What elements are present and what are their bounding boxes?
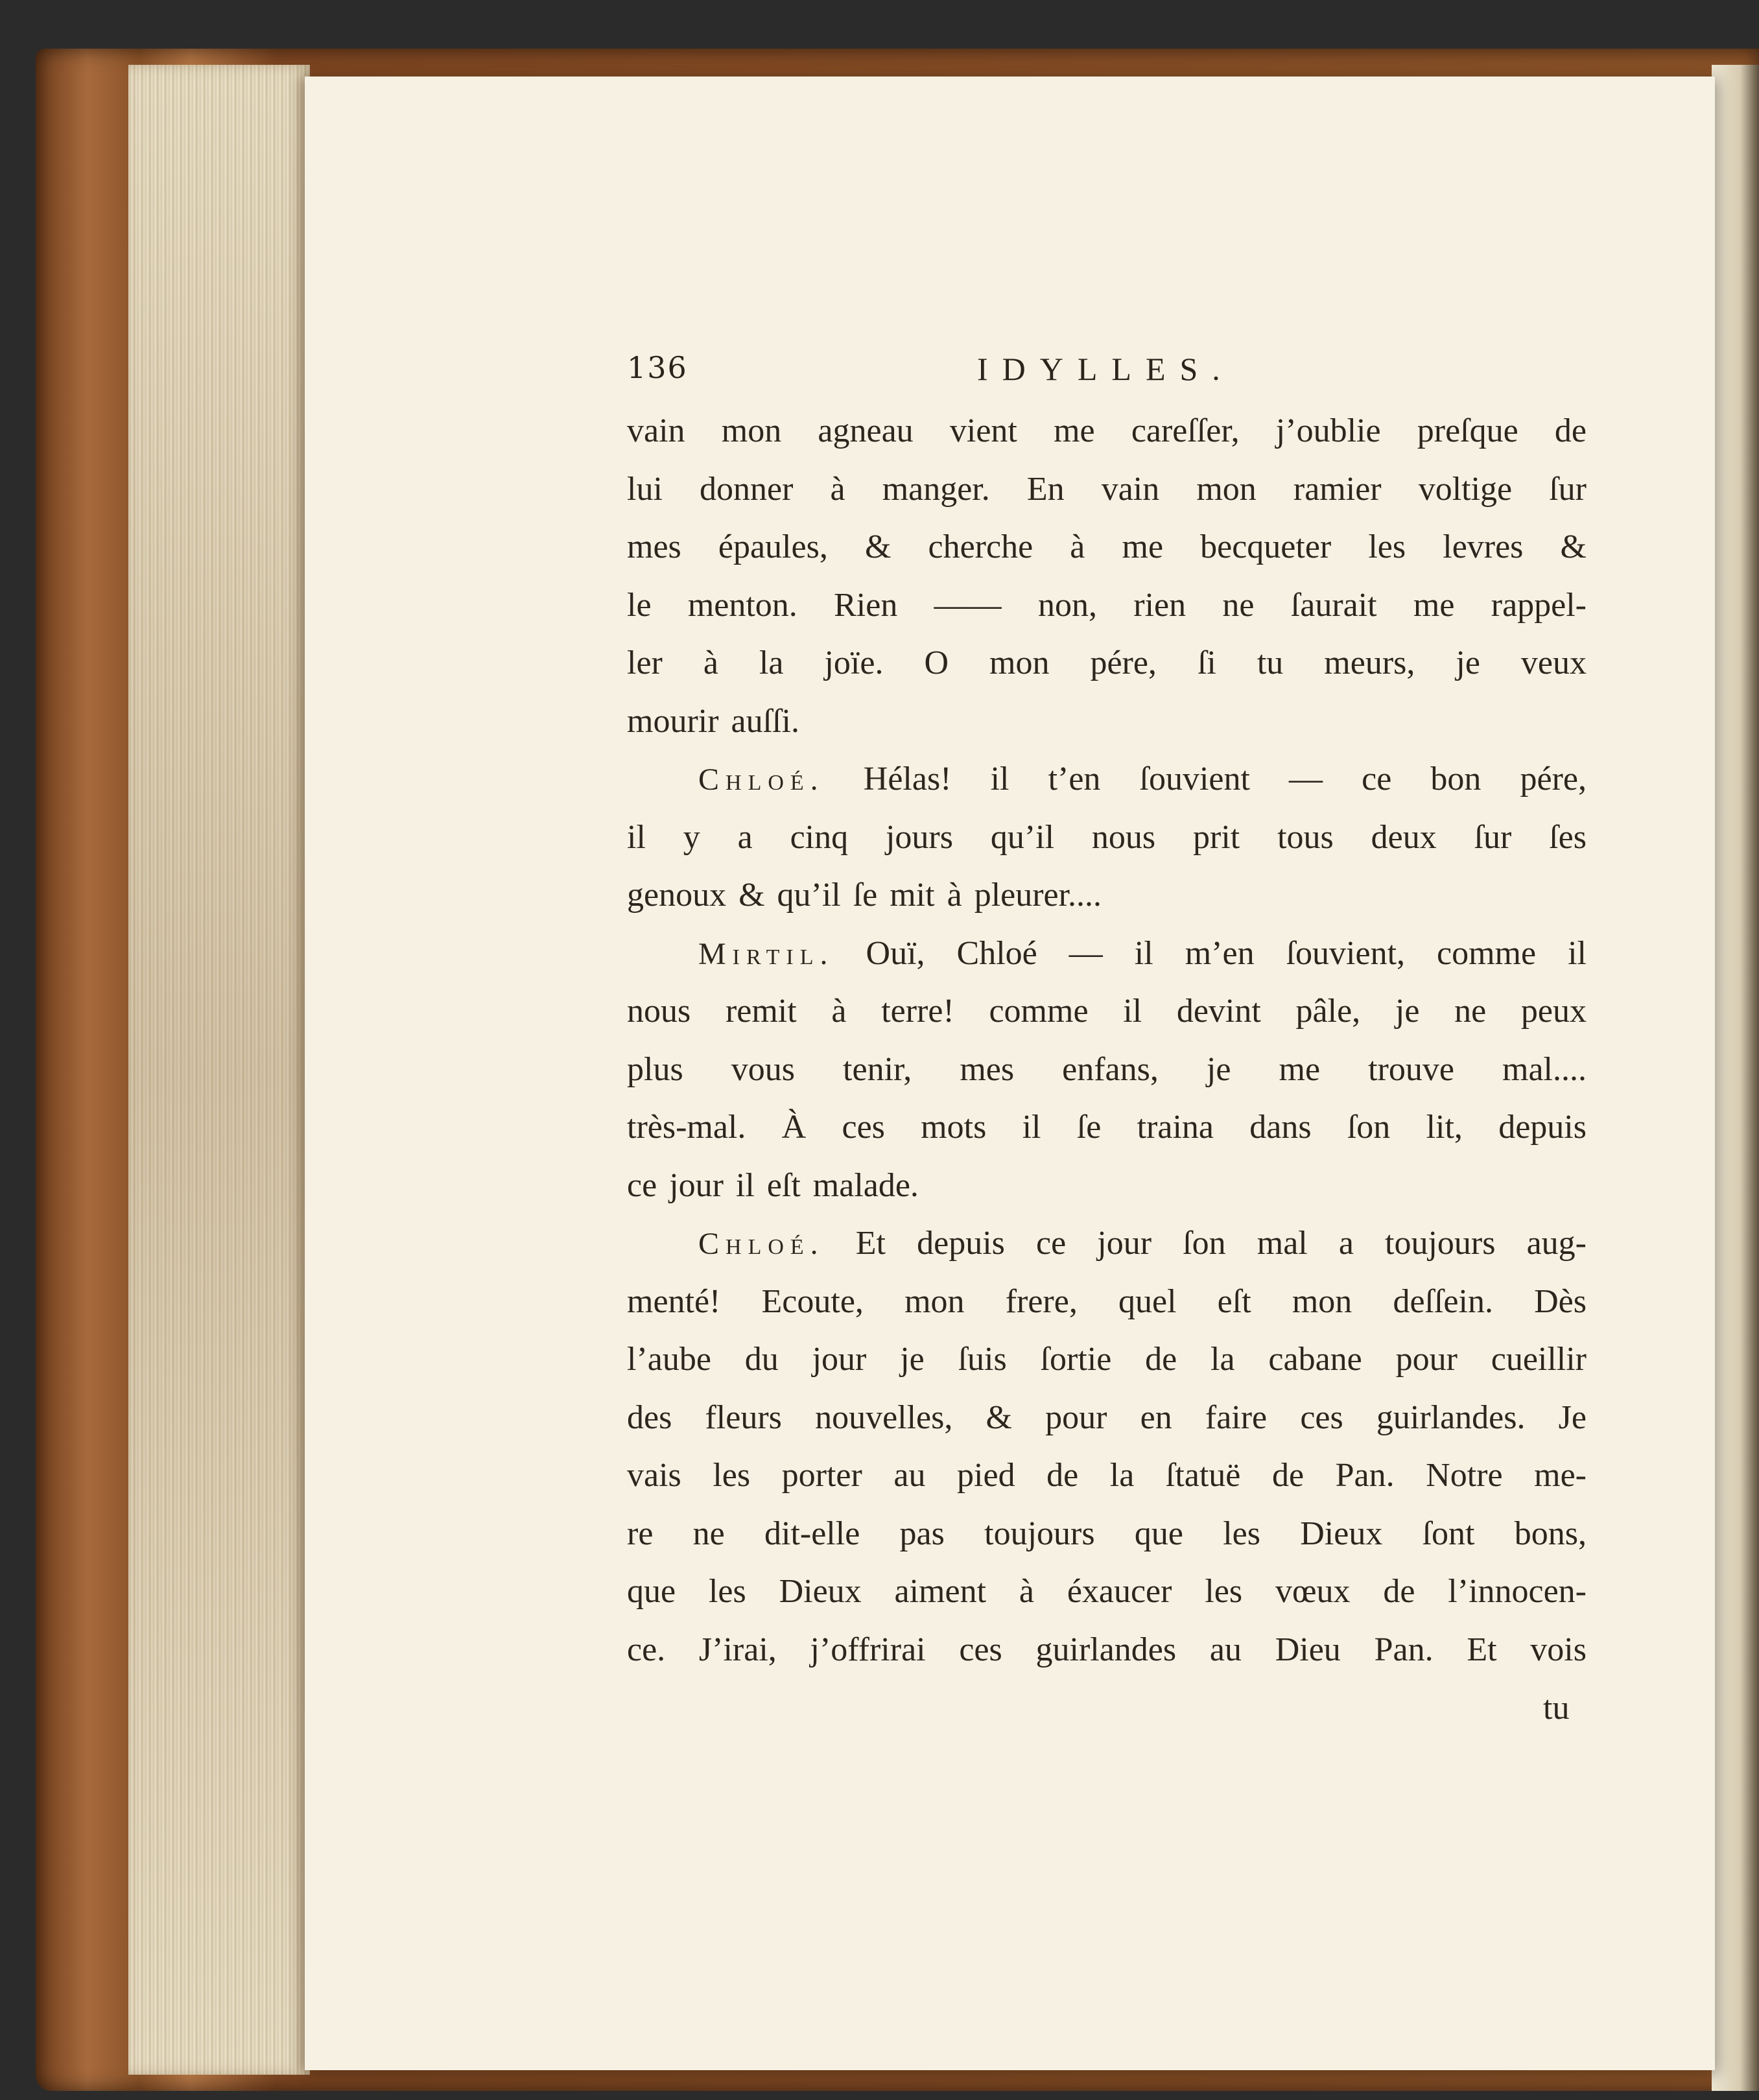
line-text: genoux & qu’il ſe mit à pleurer....	[627, 877, 1102, 914]
text-line	[627, 808, 1587, 867]
speaker-name: Chloé.	[698, 762, 825, 797]
running-head	[627, 350, 1587, 402]
text-line	[627, 634, 1587, 692]
line-text: ce jour il eſt malade.	[627, 1166, 919, 1204]
text-line	[627, 576, 1587, 635]
line-text: le menton. Rien —— non, rien ne ſaurait me rappel-	[627, 586, 1587, 624]
line-text: nous remit à terre! comme il devint pâle, je ne peux	[627, 993, 1587, 1030]
speaker-name: Mirtil.	[698, 936, 834, 971]
line-text: très-mal. À ces mots il ſe traina dans ſon lit, depuis	[627, 1109, 1587, 1146]
line-text: vais les porter au pied de la ſtatuë de Pan. Notre me-	[627, 1457, 1587, 1494]
text-line	[627, 518, 1587, 576]
text-line	[627, 1389, 1587, 1447]
line-text: ler à la joïe. O mon pére, ſi tu meurs, je veux	[627, 644, 1587, 681]
text-line	[627, 1157, 1587, 1215]
text-line	[627, 1330, 1587, 1389]
text-line	[627, 1041, 1587, 1099]
page-number: 136	[627, 350, 688, 385]
line-text: Ouï, Chloé — il m’en ſouvient, comme il	[866, 934, 1587, 972]
page-block-edge	[128, 65, 310, 2075]
text-line	[627, 750, 1587, 808]
line-text: vain mon agneau vient me careſſer, j’oublie preſque de	[627, 412, 1587, 449]
text-line	[627, 460, 1587, 519]
line-text: ce. J’irai, j’offrirai ces guirlandes au Dieu Pan. Et vois	[627, 1631, 1587, 1668]
line-text: l’aube du jour je ſuis ſortie de la cabane pour cueillir	[627, 1341, 1587, 1378]
line-text: mourir auſſi.	[627, 702, 799, 740]
text-line	[627, 1621, 1587, 1679]
text-line	[627, 1505, 1587, 1563]
line-text: Et depuis ce jour ſon mal a toujours aug-	[855, 1225, 1587, 1262]
text-line	[627, 1446, 1587, 1505]
running-title: IDYLLES.	[977, 351, 1234, 387]
line-text: Hélas! il t’en ſouvient — ce bon pére,	[863, 761, 1587, 797]
line-text: plus vous tenir, mes enfans, je me trouve mal....	[627, 1050, 1587, 1088]
text-line	[627, 925, 1587, 983]
text-line	[627, 402, 1587, 460]
line-text: des fleurs nouvelles, & pour en faire ces guirlandes. Je	[627, 1398, 1587, 1436]
text-line	[627, 866, 1587, 925]
text-line	[627, 982, 1587, 1041]
line-text: lui donner à manger. En vain mon ramier voltige ſur	[627, 470, 1587, 508]
line-text: il y a cinq jours qu’il nous prit tous deux ſur ſes	[627, 818, 1587, 856]
body-text	[627, 402, 1587, 1679]
line-text: re ne dit-elle pas toujours que les Dieux ſont bons,	[627, 1515, 1587, 1552]
catchword: tu	[1543, 1690, 1570, 1727]
text-line	[627, 1098, 1587, 1157]
speaker-name: Chloé.	[698, 1227, 825, 1261]
line-text: que les Dieux aiment à éxaucer les vœux de l’innocen-	[627, 1573, 1587, 1610]
text-line	[627, 1214, 1587, 1273]
facing-page-edge	[1712, 65, 1759, 2091]
line-text: mes épaules, & cherche à me becqueter les levres &	[627, 528, 1587, 565]
text-line	[627, 692, 1587, 751]
text-line	[627, 1563, 1587, 1621]
line-text: menté! Ecoute, mon frere, quel eſt mon deſſein. Dès	[627, 1282, 1587, 1320]
text-line	[627, 1273, 1587, 1331]
